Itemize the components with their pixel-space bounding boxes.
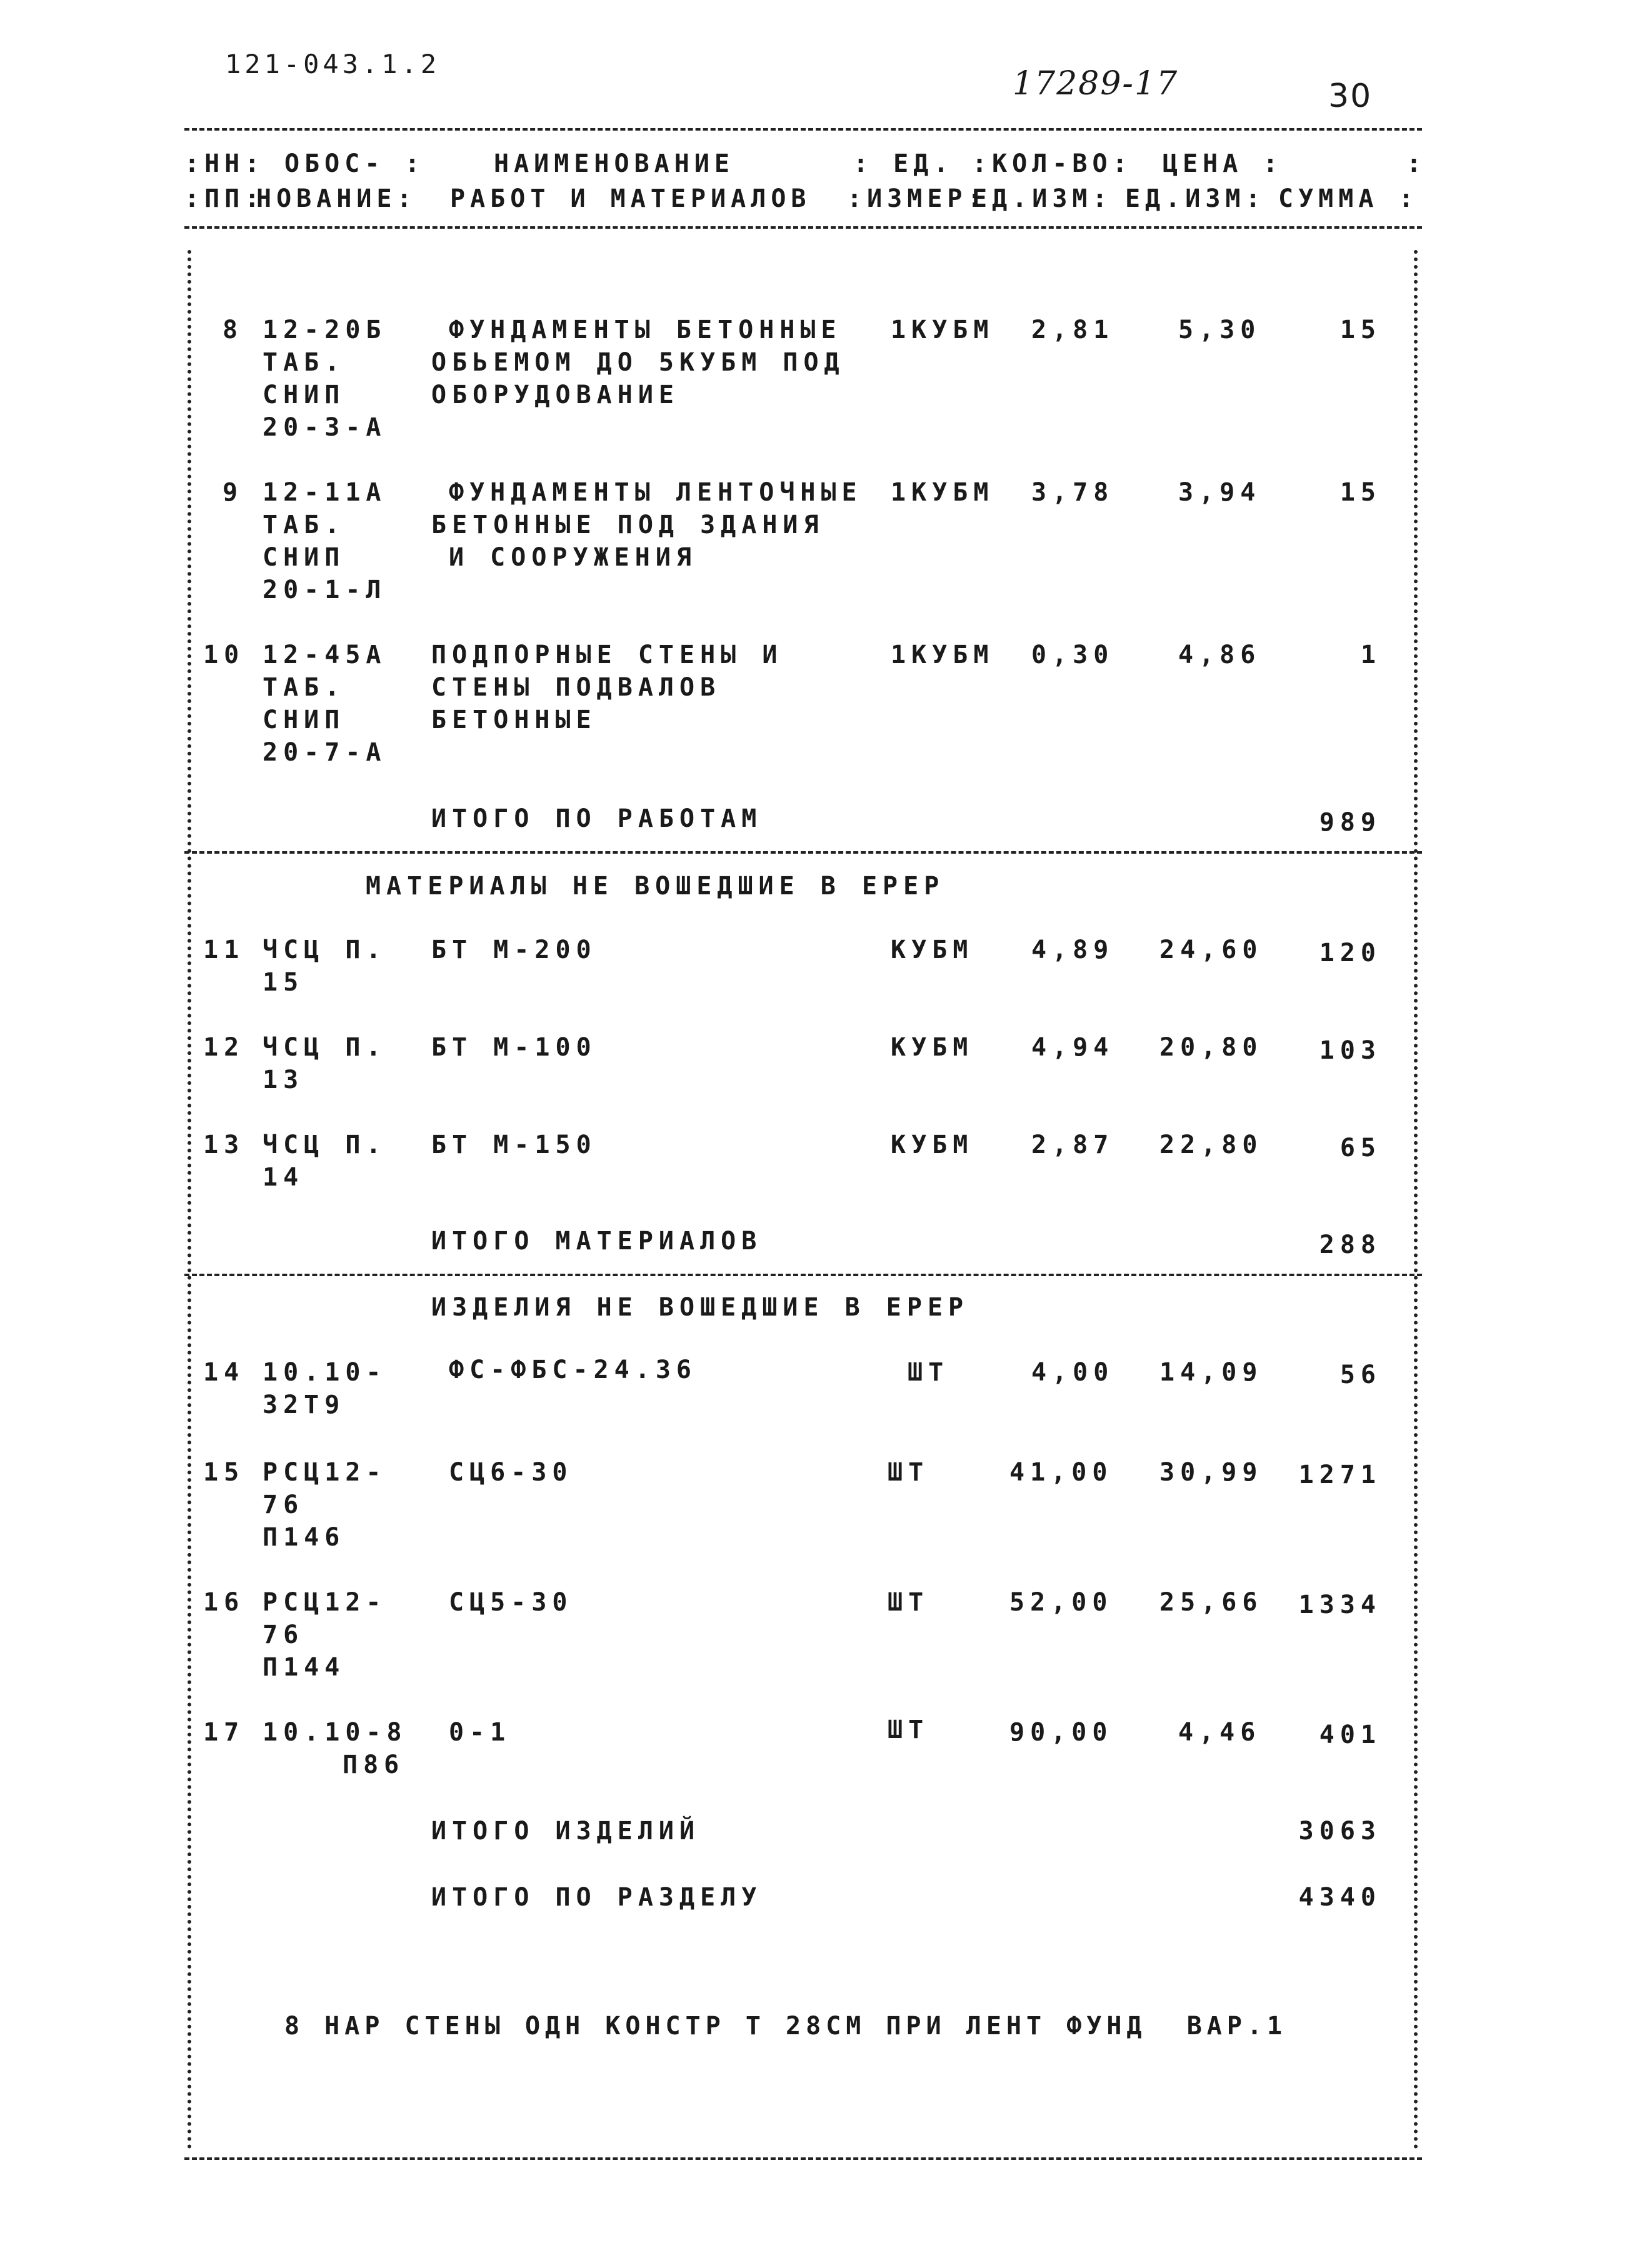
row-name: 0-1 [449,1718,511,1747]
section-items-title: ИЗДЕЛИЯ НЕ ВОШЕДШИЕ В ЕРЕР [431,1293,969,1322]
header-top-rule [184,128,1422,131]
header-sum: СУММА : [1278,184,1419,213]
row-code: 12-20Б [263,316,387,344]
row-sum: 401 [1319,1721,1381,1749]
row-price: 5,30 [1178,316,1261,344]
row-name: БТ М-150 [431,1131,597,1159]
row-sum: 120 [1319,939,1381,967]
total-materials-sum: 288 [1319,1231,1381,1259]
row-code: 20-3-А [263,413,387,442]
row-unit: 1КУБМ [891,641,994,669]
row-code: 14 [263,1163,304,1192]
row-number: 17 [203,1718,245,1747]
row-code: П86 [343,1751,405,1779]
row-unit: ШТ [888,1458,929,1487]
header-obosn: ОБОС- : [284,149,425,178]
row-qty: 2,87 [1031,1131,1114,1159]
row-unit: ШТ [888,1588,929,1617]
row-code: 13 [263,1066,304,1094]
document-code: 121-043.1.2 [225,49,441,79]
row-unit: ШТ [908,1358,949,1387]
header-obosn-2: НОВАНИЕ: [256,184,417,213]
row-sum: 1 [1360,641,1381,669]
header-name: НАИМЕНОВАНИЕ [494,149,734,178]
row-number: 11 [203,936,245,964]
section-rule [184,1274,1422,1276]
row-code: 12-45А [263,641,387,669]
row-name: ФУНДАМЕНТЫ БЕТОННЫЕ [449,316,842,344]
row-number: 15 [203,1458,245,1487]
header-name-2: РАБОТ И МАТЕРИАЛОВ [450,184,811,213]
row-code: 20-1-Л [263,576,387,604]
header-bottom-rule [184,226,1422,229]
row-code: РСЦ12- [263,1588,387,1617]
total-works-sum: 989 [1319,808,1381,837]
total-items-sum: 3063 [1298,1817,1381,1846]
row-code: ЧСЦ П. [263,1131,387,1159]
left-border [188,250,191,2150]
row-name: ФУНДАМЕНТЫ ЛЕНТОЧНЫЕ [449,478,863,507]
row-number: 14 [203,1358,245,1387]
page-number: 30 [1328,77,1373,115]
row-price: 4,86 [1178,641,1261,669]
section-caption: 8 НАР СТЕНЫ ОДН КОНСТР Т 28СМ ПРИ ЛЕНТ ФУНД ВАР.1 [284,2012,1288,2041]
row-code: ТАБ. [263,673,346,702]
header-qty: :КОЛ-ВО: [972,149,1133,178]
row-code: ТАБ. [263,348,346,377]
row-number: 13 [203,1131,245,1159]
row-qty: 52,00 [1009,1588,1113,1617]
row-sum: 56 [1339,1361,1381,1389]
row-unit: КУБМ [891,936,974,964]
row-code: РСЦ12- [263,1458,387,1487]
row-qty: 3,78 [1031,478,1114,507]
row-number: 10 [203,641,245,669]
row-unit: КУБМ [891,1131,974,1159]
row-sum: 15 [1339,478,1381,507]
row-name: ФС-ФБС-24.36 [449,1356,697,1384]
header-qty-2: ЕД.ИЗМ: [972,184,1113,213]
row-price: 30,99 [1159,1458,1263,1487]
row-number: 16 [203,1588,245,1617]
row-qty: 41,00 [1009,1458,1113,1487]
total-materials-label: ИТОГО МАТЕРИАЛОВ [431,1227,763,1256]
header-unit-2: :ИЗМЕР: [847,184,988,213]
row-price: 3,94 [1178,478,1261,507]
header-price: ЦЕНА : [1163,149,1283,178]
row-price: 22,80 [1159,1131,1263,1159]
row-sum: 1271 [1298,1461,1381,1489]
row-price: 4,46 [1178,1718,1261,1747]
total-works-label: ИТОГО ПО РАБОТАМ [431,804,763,833]
row-qty: 90,00 [1009,1718,1113,1747]
row-sum: 65 [1339,1134,1381,1162]
row-code: ЧСЦ П. [263,1033,387,1062]
row-code: 15 [263,968,304,997]
header-end: : [1406,149,1427,178]
row-price: 14,09 [1159,1358,1263,1387]
row-name: СЦ6-30 [449,1458,573,1487]
row-qty: 0,30 [1031,641,1114,669]
row-code: 76 [263,1491,304,1519]
row-code: СНИП [263,543,346,572]
row-code: СНИП [263,706,346,734]
row-sum: 1334 [1298,1591,1381,1619]
row-unit: КУБМ [891,1033,974,1062]
row-code: ЧСЦ П. [263,936,387,964]
handwritten-number: 17289-17 [1013,65,1179,102]
row-price: 20,80 [1159,1033,1263,1062]
row-code: 76 [263,1621,304,1649]
section-rule [184,851,1422,854]
row-name: БТ М-200 [431,936,597,964]
row-qty: 4,00 [1031,1358,1114,1387]
row-name: СТЕНЫ ПОДВАЛОВ [431,673,721,702]
row-sum: 15 [1339,316,1381,344]
row-code: П144 [263,1653,346,1682]
section-materials-title: МАТЕРИАЛЫ НЕ ВОШЕДШИЕ В ЕРЕР [366,872,945,901]
total-items-label: ИТОГО ИЗДЕЛИЙ [431,1817,701,1846]
row-name: ПОДПОРНЫЕ СТЕНЫ И [431,641,783,669]
row-name: И СООРУЖЕНИЯ [449,543,697,572]
row-unit: ШТ [888,1716,929,1744]
row-name: ОБОРУДОВАНИЕ [431,381,679,409]
row-code: 32Т9 [263,1391,346,1419]
row-number: 12 [203,1033,245,1062]
row-price: 25,66 [1159,1588,1263,1617]
row-unit: 1КУБМ [891,478,994,507]
row-code: 20-7-А [263,738,387,767]
row-sum: 103 [1319,1036,1381,1065]
right-border [1414,250,1418,2150]
row-name: БЕТОННЫЕ ПОД ЗДАНИЯ [431,511,824,539]
header-price-2: ЕД.ИЗМ: [1125,184,1266,213]
row-code: П146 [263,1523,346,1552]
header-pp: :ПП: [184,184,265,213]
row-code: СНИП [263,381,346,409]
row-qty: 4,89 [1031,936,1114,964]
row-qty: 4,94 [1031,1033,1114,1062]
row-name: СЦ5-30 [449,1588,573,1617]
row-qty: 2,81 [1031,316,1114,344]
row-number: 9 [223,478,244,507]
header-unit: : ЕД. [853,149,954,178]
table-bottom-rule [184,2157,1422,2160]
row-number: 8 [223,316,244,344]
row-name: ОБЬЕМОМ ДО 5КУБМ ПОД [431,348,845,377]
row-code: ТАБ. [263,511,346,539]
row-unit: 1КУБМ [891,316,994,344]
row-code: 10.10- [263,1358,387,1387]
row-code: 10.10-8 [263,1718,408,1747]
total-section-sum: 4340 [1298,1883,1381,1912]
row-price: 24,60 [1159,936,1263,964]
header-nn: :НН: [184,149,265,178]
row-name: БЕТОННЫЕ [431,706,597,734]
row-name: БТ М-100 [431,1033,597,1062]
total-section-label: ИТОГО ПО РАЗДЕЛУ [431,1883,763,1912]
row-code: 12-11А [263,478,387,507]
